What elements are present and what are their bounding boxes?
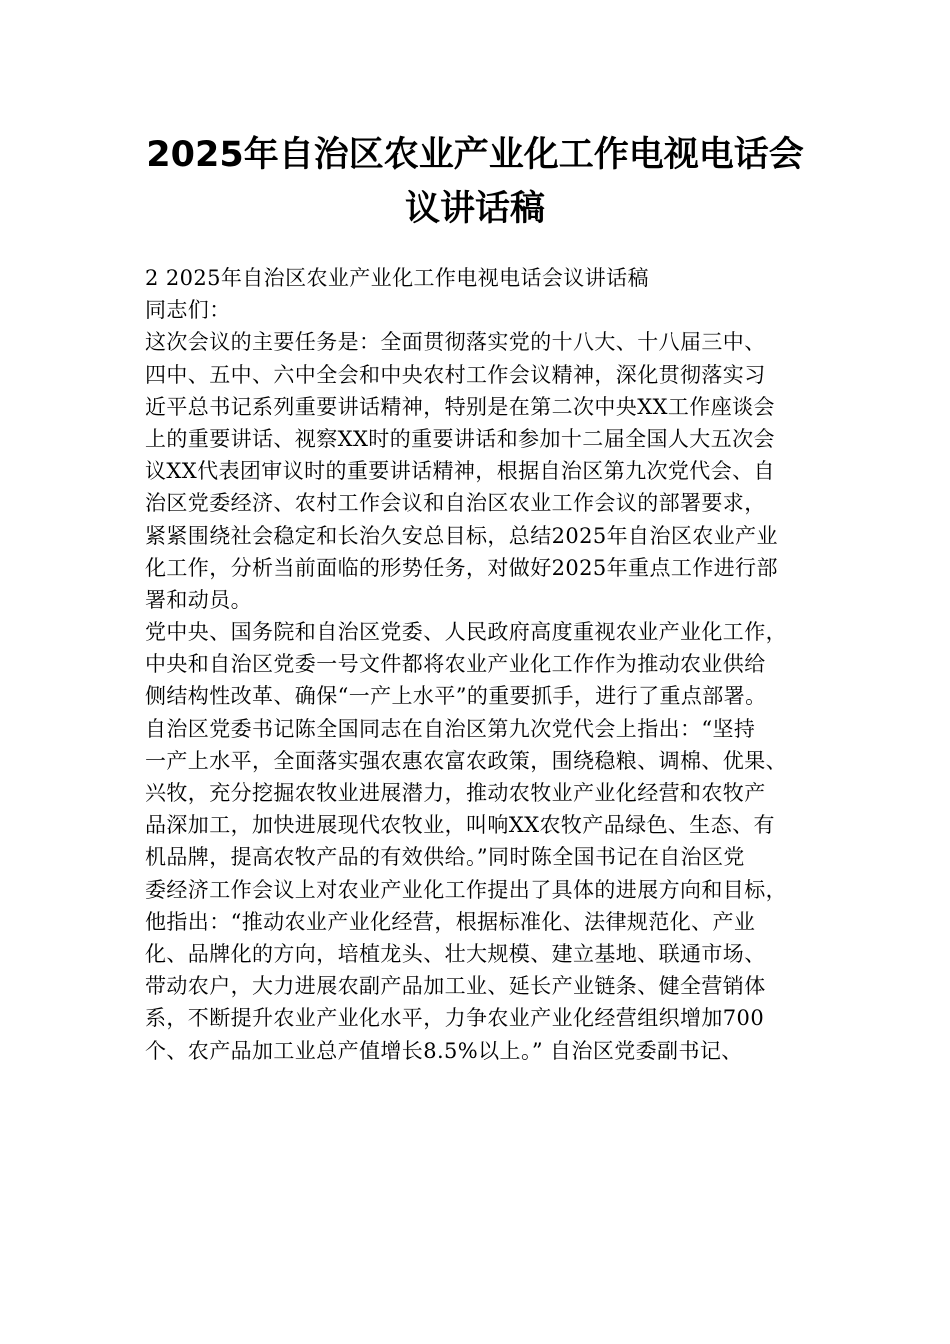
title-line-1: 2025年自治区农业产业化工作电视电话会: [146, 135, 804, 175]
body-line: 紧紧围绕社会稳定和长治久安总目标，总结2025年自治区农业产业: [145, 523, 778, 548]
body-line: 化、品牌化的方向，培植龙头、壮大规模、建立基地、联通市场、: [145, 941, 766, 966]
title-line-2: 议讲话稿: [404, 189, 545, 229]
body-line: 同志们：: [145, 298, 231, 323]
document-body: [145, 262, 815, 1067]
body-line: 四中、五中、六中全会和中央农村工作会议精神，深化贯彻落实习: [145, 362, 766, 387]
body-line: 署和动员。: [145, 587, 252, 612]
body-line: 党中央、国务院和自治区党委、人民政府高度重视农业产业化工作，: [145, 620, 787, 645]
body-line: 治区党委经济、农村工作会议和自治区农业工作会议的部署要求，: [145, 491, 766, 516]
document-title: [0, 128, 950, 236]
body-line: 品深加工，加快进展现代农牧业，叫响XX农牧产品绿色、生态、有: [145, 813, 775, 838]
body-line: 侧结构性改革、确保“一产上水平”的重要抓手，进行了重点部署。: [145, 684, 767, 709]
body-line: 上的重要讲话、视察XX时的重要讲话和参加十二届全国人大五次会: [145, 426, 775, 451]
body-line: 2 2025年自治区农业产业化工作电视电话会议讲话稿: [145, 266, 649, 290]
body-line: 化工作，分析当前面临的形势任务，对做好2025年重点工作进行部: [145, 555, 778, 580]
body-line: 近平总书记系列重要讲话精神，特别是在第二次中央XX工作座谈会: [145, 394, 775, 419]
body-line: 兴牧，充分挖掘农牧业进展潜力，推动农牧业产业化经营和农牧产: [145, 781, 766, 805]
body-line: 自治区党委书记陈全国同志在自治区第九次党代会上指出：“坚持: [145, 716, 756, 741]
body-line: 委经济工作会议上对农业产业化工作提出了具体的进展方向和目标，: [145, 877, 787, 902]
body-line: 议XX代表团审议时的重要讲话精神，根据自治区第九次党代会、自: [145, 459, 775, 484]
body-line: 机品牌，提高农牧产品的有效供给。”同时陈全国书记在自治区党: [145, 845, 745, 870]
body-line: 带动农户，大力进展农副产品加工业、延长产业链条、健全营销体: [145, 974, 766, 999]
body-line: 系，不断提升农业产业化水平，力争农业产业化经营组织增加700: [145, 1006, 765, 1031]
body-line: 个、农产品加工业总产值增长8.5%以上。” 自治区党委副书记、: [145, 1038, 743, 1063]
body-line: 他指出：“推动农业产业化经营，根据标准化、法律规范化、产业: [145, 909, 756, 934]
body-line: 一产上水平，全面落实强农惠农富农政策，围绕稳粮、调棉、优果、: [145, 748, 787, 773]
body-line: 中央和自治区党委一号文件都将农业产业化工作作为推动农业供给: [145, 652, 766, 677]
body-line: 这次会议的主要任务是：全面贯彻落实党的十八大、十八届三中、: [145, 330, 766, 355]
